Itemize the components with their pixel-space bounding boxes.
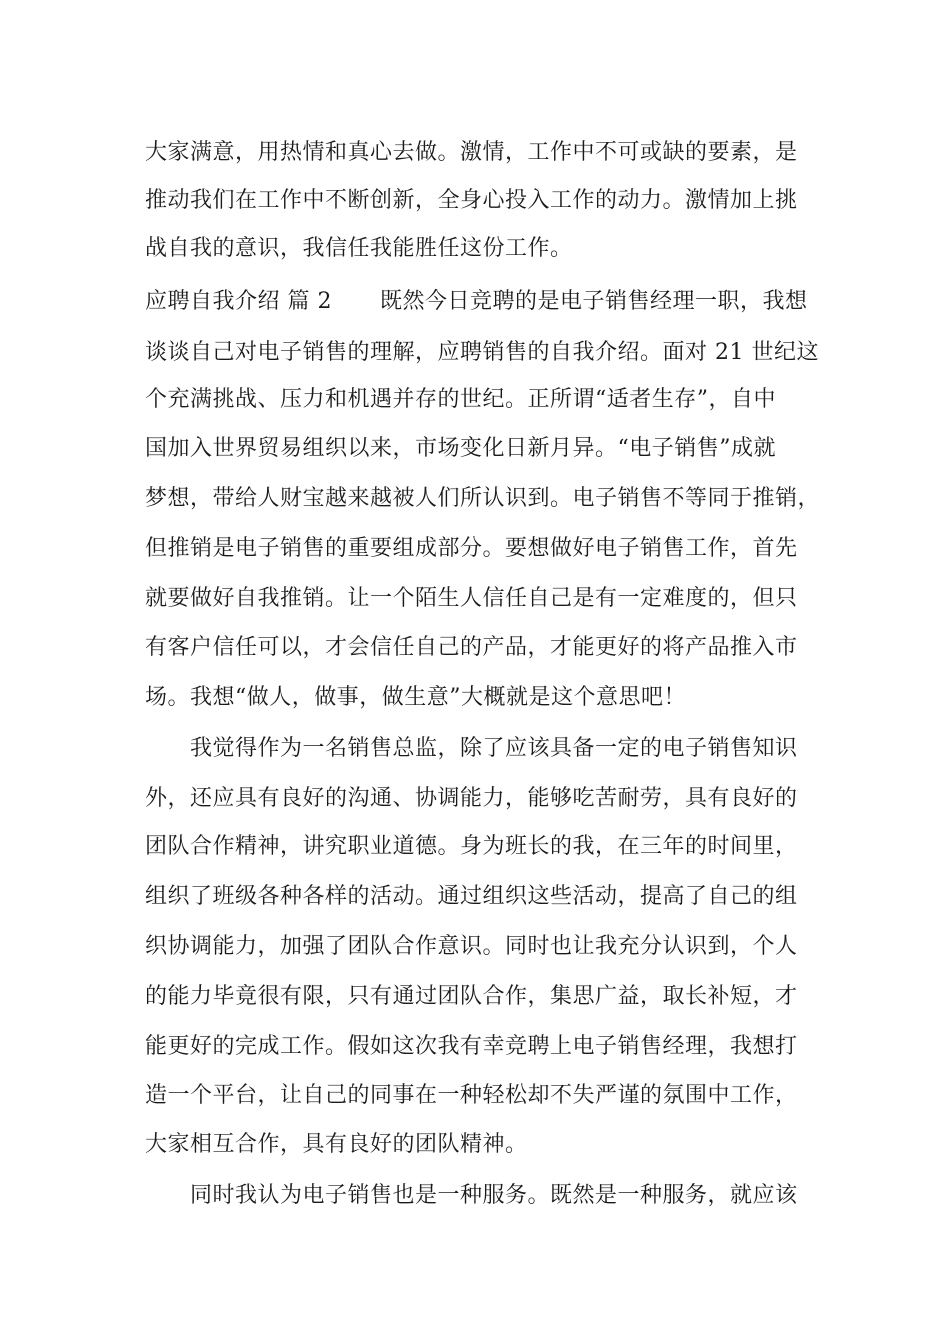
paragraph-line: 个充满挑战、压力和机遇并存的世纪。正所谓“适者生存”，自中 — [145, 387, 776, 412]
paragraph-line: 造一个平台，让自己的同事在一种轻松却不失严谨的氛围中工作， — [145, 1083, 798, 1108]
paragraph-line: 织协调能力，加强了团队合作意识。同时也让我充分认识到，个人 — [145, 934, 798, 959]
paragraph-line: 但推销是电子销售的重要组成部分。要想做好电子销售工作，首先 — [145, 536, 798, 561]
section-heading-row — [145, 287, 808, 317]
paragraph-line: 同时我认为电子销售也是一种服务。既然是一种服务，就应该 — [190, 1183, 798, 1208]
paragraph-line: 就要做好自我推销。让一个陌生人信任自己是有一定难度的，但只 — [145, 586, 798, 611]
paragraph-line: 谈谈自己对电子销售的理解，应聘销售的自我介绍。面对 21 世纪这 — [145, 340, 819, 365]
paragraph-line: 团队合作精神，讲究职业道德。身为班长的我，在三年的时间里， — [145, 834, 798, 859]
paragraph-line: 梦想，带给人财宝越来越被人们所认识到。电子销售不等同于推销， — [145, 486, 821, 511]
paragraph-line: 国加入世界贸易组织以来，市场变化日新月异。“电子销售”成就 — [145, 436, 776, 461]
paragraph-line: 大家满意，用热情和真心去做。激情，工作中不可或缺的要素，是 — [145, 140, 798, 165]
paragraph-line: 战自我的意识，我信任我能胜任这份工作。 — [145, 236, 573, 261]
paragraph-line: 外，还应具有良好的沟通、协调能力，能够吃苦耐劳，具有良好的 — [145, 786, 798, 811]
paragraph-line: 组织了班级各种各样的活动。通过组织这些活动，提高了自己的组 — [145, 884, 798, 909]
paragraph-line: 有客户信任可以，才会信任自己的产品，才能更好的将产品推入市 — [145, 635, 798, 660]
paragraph-line: 能更好的完成工作。假如这次我有幸竞聘上电子销售经理，我想打 — [145, 1034, 798, 1059]
paragraph-line: 的能力毕竟很有限，只有通过团队合作，集思广益，取长补短，才 — [145, 984, 798, 1009]
paragraph-line: 场。我想“做人，做事，做生意”大概就是这个意思吧！ — [145, 685, 686, 710]
paragraph-line: 大家相互合作，具有良好的团队精神。 — [145, 1132, 528, 1157]
paragraph-line: 既然今日竞聘的是电子销售经理一职，我想 — [379, 289, 808, 314]
paragraph-line: 我觉得作为一名销售总监，除了应该具备一定的电子销售知识 — [190, 736, 798, 761]
section-heading: 应聘自我介绍 篇 2 — [145, 289, 332, 314]
paragraph-line: 推动我们在工作中不断创新，全身心投入工作的动力。激情加上挑 — [145, 188, 798, 213]
